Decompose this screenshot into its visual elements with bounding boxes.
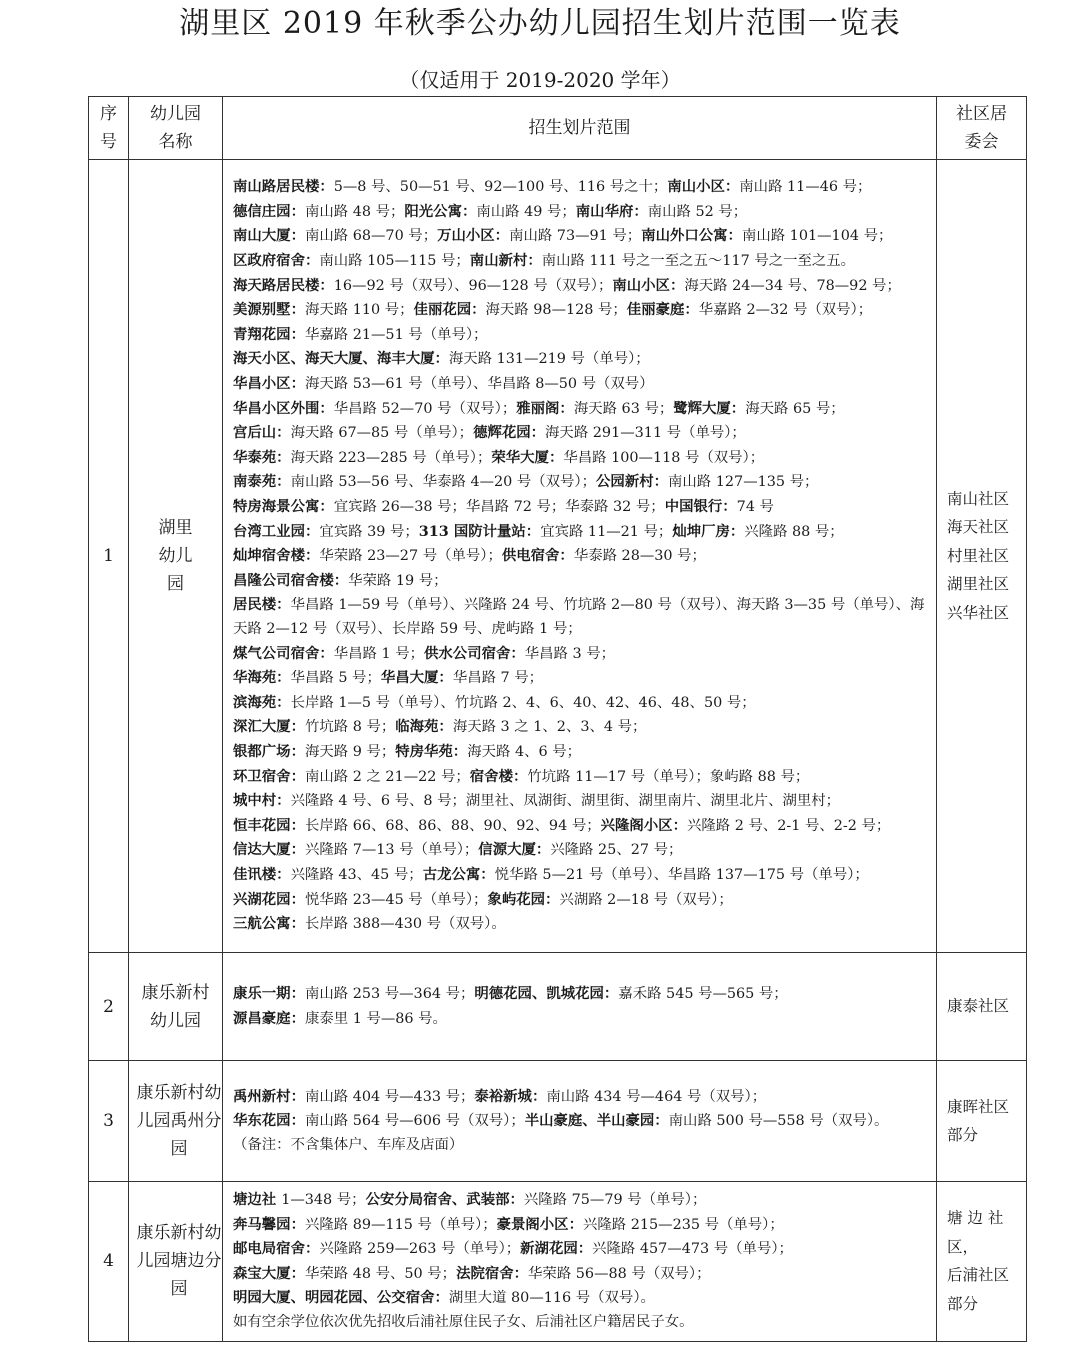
kindergarten-name: 湖里幼儿园 [129, 160, 223, 953]
community-item: 区， [947, 1237, 979, 1256]
scope-line: 兴湖花园：悦华路 23—45 号（单号）；象屿花园：兴湖路 2—18 号（双号）； [233, 890, 733, 908]
community-item: 南山社区 [947, 489, 1010, 508]
header-name: 幼儿园名称 [129, 97, 223, 160]
scope-line: 银都广场：海天路 9 号；特房华苑：海天路 4、6 号； [233, 742, 582, 760]
community-item: 康泰社区 [947, 997, 1010, 1016]
enrollment-scope [223, 1182, 937, 1342]
enrollment-table [88, 96, 1027, 1342]
community-item: 海天社区 [947, 518, 1010, 537]
table-row [89, 953, 1027, 1061]
enrollment-scope [223, 1061, 937, 1182]
header-scope: 招生划片范围 [223, 97, 937, 160]
kindergarten-name: 康乐新村幼儿园禹州分园 [129, 1061, 223, 1182]
community-item: 塘 边 社 [947, 1209, 1004, 1228]
scope-line: 南山大厦：南山路 68—70 号；万山小区：南山路 73—91 号；南山外口公寓：南山路 101—104 号； [233, 227, 893, 245]
row-seq: 1 [89, 160, 129, 953]
community-item: 部分 [947, 1294, 979, 1313]
scope-line: 昌隆公司宿舍楼：华荣路 19 号； [233, 571, 448, 589]
scope-line: 深汇大厦：竹坑路 8 号；临海苑：海天路 3 之 1、2、3、4 号； [233, 718, 647, 736]
scope-line: 居民楼：华昌路 1—59 号（单号）、兴隆路 24 号、竹坑路 2—80 号（双号）、海天路 3—35 号（单号）、海天路 2—12 号（双号）、长岸路 59 号、虎屿路 1 号； [233, 596, 925, 637]
community-item: 部分 [947, 1126, 979, 1144]
scope-line: 佳讯楼：兴隆路 43、45 号；古龙公寓：悦华路 5—21 号（单号）、华昌路 137—175 号（单号）； [233, 865, 869, 883]
scope-line: 恒丰花园：长岸路 66、68、86、88、90、92、94 号；兴隆阁小区：兴隆路 2 号、2-1 号、2-2 号； [233, 816, 891, 834]
scope-line: 如有空余学位依次优先招收后浦社原住民子女、后浦社区户籍居民子女。 [233, 1313, 694, 1330]
community-item: 兴华社区 [947, 603, 1010, 622]
community-committee [937, 160, 1027, 953]
scope-line: 美源别墅：海天路 110 号；佳丽花园：海天路 98—128 号；佳丽豪庭：华嘉路 2—32 号（双号）； [233, 301, 873, 319]
table-row [89, 160, 1027, 953]
scope-line: 宫后山：海天路 67—85 号（单号）；德辉花园：海天路 291—311 号（单号）； [233, 424, 746, 442]
kindergarten-name: 康乐新村幼儿园 [129, 953, 223, 1061]
community-item: 湖里社区 [947, 575, 1010, 594]
row-seq: 3 [89, 1061, 129, 1182]
scope-line: 禹州新村：南山路 404 号—433 号；泰裕新城：南山路 434 号—464 号（双号）； [233, 1087, 767, 1105]
scope-line: 南泰苑：南山路 53—56 号、华泰路 4—20 号（双号）；公园新村：南山路 127—135 号； [233, 473, 819, 491]
scope-line: 森宝大厦：华荣路 48 号、50 号；法院宿舍：华荣路 56—88 号（双号）； [233, 1264, 711, 1282]
header-seq: 序号 [89, 97, 129, 160]
scope-line: 灿坤宿舍楼：华荣路 23—27 号（单号）；供电宿舍：华泰路 28—30 号； [233, 547, 706, 565]
table-row [89, 1182, 1027, 1342]
scope-line: 城中村：兴隆路 4 号、6 号、8 号；湖里社、凤湖街、湖里街、湖里南片、湖里北片、湖里村； [233, 792, 841, 810]
scope-line: 明园大厦、明园花园、公交宿舍：湖里大道 80—116 号（双号）。 [233, 1289, 655, 1307]
scope-line: 海天路居民楼：16—92 号（双号）、96—128 号（双号）；南山小区：海天路 24—34 号、78—92 号； [233, 276, 901, 294]
community-item: 村里社区 [947, 546, 1010, 565]
scope-line: 环卫宿舍：南山路 2 之 21—22 号；宿舍楼：竹坑路 11—17 号（单号）；象屿路 88 号； [233, 767, 810, 785]
scope-line: 华昌小区：海天路 53—61 号（单号）、华昌路 8—50 号（双号） [233, 375, 654, 393]
enrollment-scope [223, 953, 937, 1061]
scope-line: 信达大厦：兴隆路 7—13 号（单号）；信源大厦：兴隆路 25、27 号； [233, 841, 683, 859]
scope-line: 德信庄园：南山路 48 号；阳光公寓：南山路 49 号；南山华府：南山路 52 号； [233, 202, 748, 220]
scope-line: 华泰苑：海天路 223—285 号（单号）；荣华大厦：华昌路 100—118 号（双号）； [233, 448, 765, 466]
scope-line: 华东花园：南山路 564 号—606 号（双号）；半山豪庭、半山豪园：南山路 500 号—558 号（双号）。 [233, 1112, 889, 1130]
table-row [89, 1061, 1027, 1182]
community-committee [937, 1182, 1027, 1342]
community-item: 后浦社区 [947, 1266, 1010, 1285]
row-seq: 2 [89, 953, 129, 1061]
scope-line: 康乐一期：南山路 253 号—364 号；明德花园、凯城花园：嘉禾路 545 号—565 号； [233, 984, 788, 1002]
scope-line: 奔马馨园：兴隆路 89—115 号（单号）；豪景阁小区：兴隆路 215—235 号（单号）； [233, 1215, 784, 1233]
scope-line: 区政府宿舍：南山路 105—115 号；南山新村：南山路 111 号之一至之五～117 号之一至之五。 [233, 252, 856, 270]
scope-line: 源昌豪庭：康泰里 1 号—86 号。 [233, 1009, 447, 1027]
scope-line: 海天小区、海天大厦、海丰大厦：海天路 131—219 号（单号）； [233, 350, 650, 368]
scope-line: 三航公寓：长岸路 388—430 号（双号）。 [233, 915, 506, 933]
scope-line: 特房海景公寓：宜宾路 26—38 号；华昌路 72 号；华泰路 32 号；中国银行：74 号 [233, 498, 774, 516]
document-subtitle: （仅适用于 2019-2020 学年） [399, 68, 681, 92]
scope-line: 邮电局宿舍：兴隆路 259—263 号（单号）；新湖花园：兴隆路 457—473 号（单号）； [233, 1240, 793, 1258]
scope-line: 台湾工业园：宜宾路 39 号；313 国防计量站：宜宾路 11—21 号；灿坤厂房：兴隆路 88 号； [233, 522, 844, 540]
table-header-row [89, 97, 1027, 160]
scope-line: 煤气公司宿舍：华昌路 1 号；供水公司宿舍：华昌路 3 号； [233, 644, 616, 662]
scope-line: 滨海苑：长岸路 1—5 号（单号）、竹坑路 2、4、6、40、42、46、48、50 号； [233, 693, 756, 711]
scope-line: 华昌小区外围：华昌路 52—70 号（双号）；雅丽阁：海天路 63 号；鹭辉大厦：海天路 65 号； [233, 399, 845, 417]
document-title: 湖里区 2019 年秋季公办幼儿园招生划片范围一览表 [179, 6, 901, 41]
scope-line: 华海苑：华昌路 5 号；华昌大厦：华昌路 7 号； [233, 669, 544, 687]
enrollment-scope [223, 160, 937, 953]
row-seq: 4 [89, 1182, 129, 1342]
scope-line: 南山路居民楼：5—8 号、50—51 号、92—100 号、116 号之十；南山小区：南山路 11—46 号； [233, 178, 872, 196]
scope-line: 青翔花园：华嘉路 21—51 号（单号）； [233, 325, 488, 343]
community-item: 康晖社区 [947, 1097, 1010, 1116]
community-committee [937, 1061, 1027, 1182]
community-committee [937, 953, 1027, 1061]
scope-line: （备注：不含集体户、车库及店面） [233, 1136, 464, 1153]
scope-line: 塘边社 1—348 号；公安分局宿舍、武装部：兴隆路 75—79 号（单号）； [233, 1191, 707, 1208]
header-community: 社区居委会 [937, 97, 1027, 160]
kindergarten-name: 康乐新村幼儿园塘边分园 [129, 1182, 223, 1342]
